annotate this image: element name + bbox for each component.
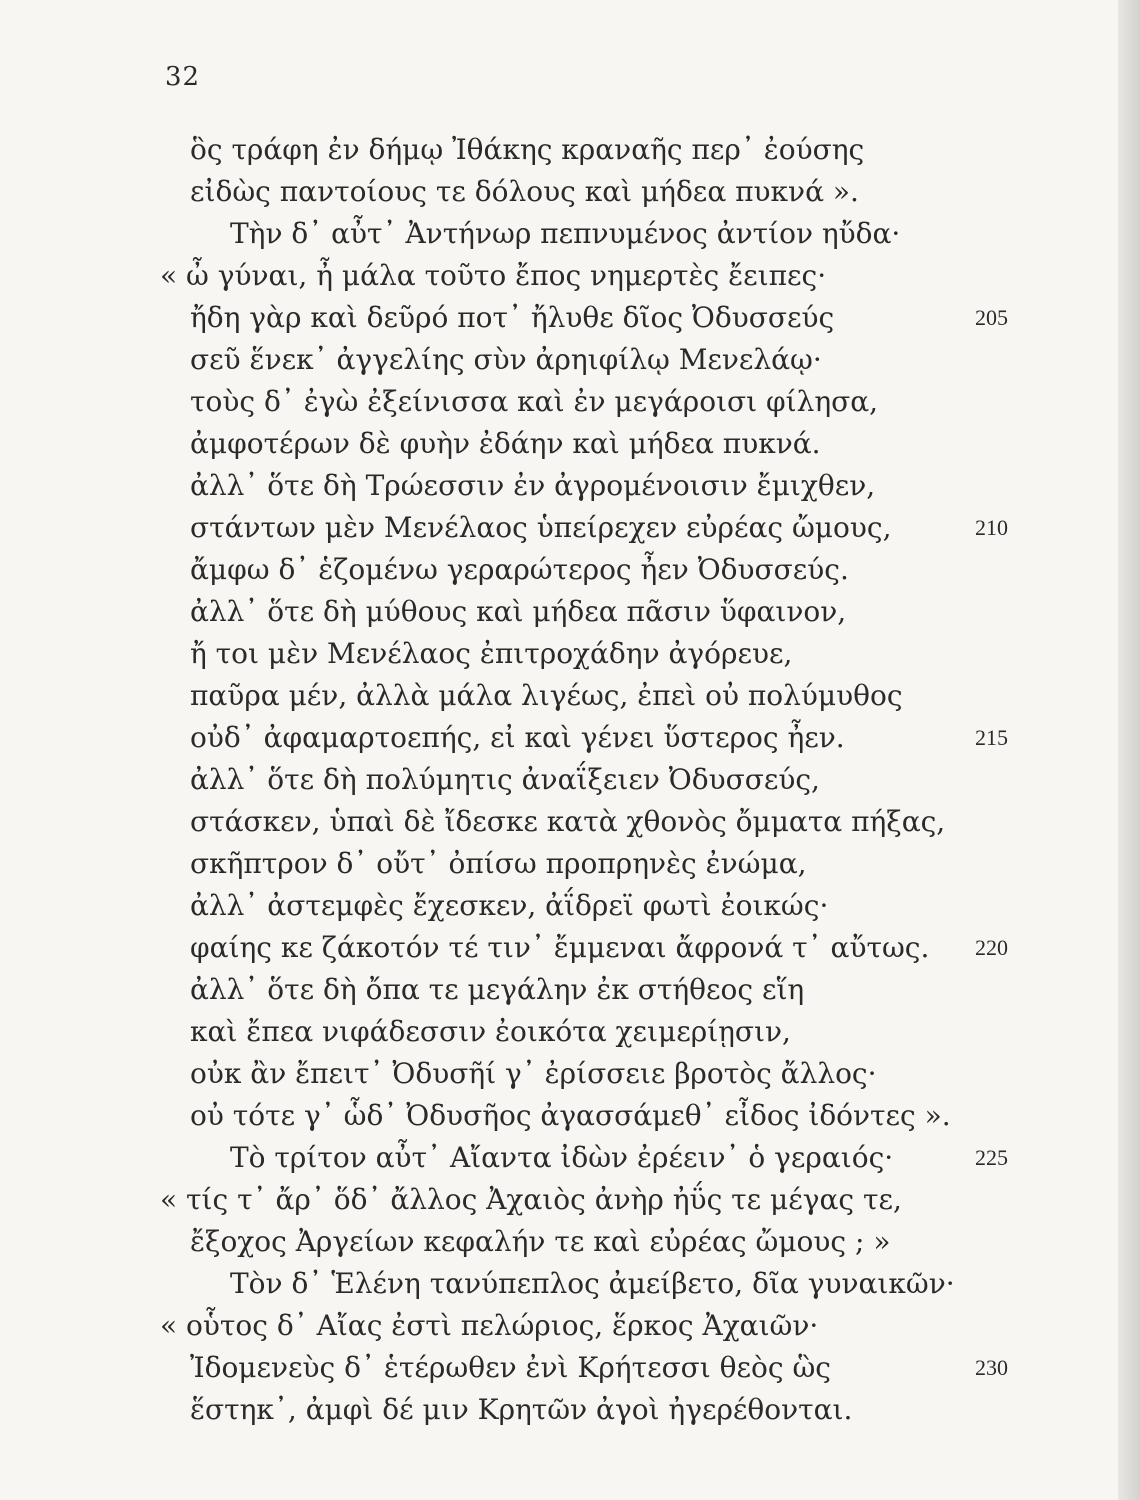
verse-text: οὐκ ἂν ἔπειτ᾽ Ὀδυσῆί γ᾽ ἐρίσσειε βροτὸς ἄλλος· <box>190 1057 877 1090</box>
verse-text: ἤδη γὰρ καὶ δεῦρό ποτ᾽ ἤλυθε δῖος Ὀδυσσεύς <box>190 301 835 334</box>
verse-text: « ὦ γύναι, ἦ μάλα τοῦτο ἔπος νημερτὲς ἔειπες· <box>160 259 827 292</box>
verse-text: ἀλλ᾽ ὅτε δὴ πολύμητις ἀναΐξειεν Ὀδυσσεύς, <box>190 763 820 796</box>
verse-line <box>0 382 1140 422</box>
verse-line <box>0 718 1140 758</box>
verse-line <box>0 928 1140 968</box>
verse-line <box>0 424 1140 464</box>
verse-line <box>0 256 1140 296</box>
verse-text: ἀλλ᾽ ὅτε δὴ ὄπα τε μεγάλην ἐκ στήθεος εἵη <box>190 973 805 1006</box>
verse-line <box>0 508 1140 548</box>
verse-line <box>0 634 1140 674</box>
verse-line <box>0 550 1140 590</box>
verse-text: καὶ ἔπεα νιφάδεσσιν ἐοικότα χειμερίῃσιν, <box>190 1015 791 1048</box>
verse-text: ἀλλ᾽ ὅτε δὴ Τρώεσσιν ἐν ἀγρομένοισιν ἔμιχθεν, <box>190 469 876 502</box>
verse-text: σεῦ ἕνεκ᾽ ἀγγελίης σὺν ἀρηιφίλῳ Μενελάῳ· <box>190 343 822 376</box>
verse-text: οὐδ᾽ ἀφαμαρτοεπής, εἰ καὶ γένει ὕστερος ἦεν. <box>190 721 845 754</box>
verse-text: σκῆπτρον δ᾽ οὔτ᾽ ὀπίσω προπρηνὲς ἐνώμα, <box>190 847 807 880</box>
line-number: 210 <box>975 515 1008 540</box>
verse-line <box>0 1222 1140 1262</box>
verse-line <box>0 802 1140 842</box>
verse-line <box>0 592 1140 632</box>
verse-text: Τὸν δ᾽ Ἑλένη τανύπεπλος ἀμείβετο, δῖα γυναικῶν· <box>230 1267 955 1300</box>
line-number: 215 <box>975 725 1008 750</box>
verse-line <box>0 1348 1140 1388</box>
verse-text: Τὴν δ᾽ αὖτ᾽ Ἀντήνωρ πεπνυμένος ἀντίον ηὔδα· <box>230 217 901 250</box>
verse-line <box>0 1138 1140 1178</box>
verse-text: Τὸ τρίτον αὖτ᾽ Αἴαντα ἰδὼν ἐρέειν᾽ ὁ γεραιός· <box>230 1141 894 1174</box>
page-number: 32 <box>165 62 201 92</box>
verse-line <box>0 1012 1140 1052</box>
verse-text: ἀλλ᾽ ἀστεμφὲς ἔχεσκεν, ἀΐδρεϊ φωτὶ ἐοικώς· <box>190 889 829 922</box>
verse-text: ἤ τοι μὲν Μενέλαος ἐπιτροχάδην ἀγόρευε, <box>190 637 793 670</box>
verse-line <box>0 1390 1140 1430</box>
verse-line <box>0 676 1140 716</box>
verse-text: ἔξοχος Ἀργείων κεφαλήν τε καὶ εὐρέας ὤμους ; » <box>190 1225 891 1258</box>
verse-line <box>0 970 1140 1010</box>
verse-text: οὐ τότε γ᾽ ὧδ᾽ Ὀδυσῆος ἀγασσάμεθ᾽ εἶδος ἰδόντες ». <box>190 1099 951 1132</box>
verse-line <box>0 1306 1140 1346</box>
verse-text: τοὺς δ᾽ ἐγὼ ἐξείνισσα καὶ ἐν μεγάροισι φίλησα, <box>190 385 879 418</box>
verse-line <box>0 214 1140 254</box>
verse-text: εἰδὼς παντοίους τε δόλους καὶ μήδεα πυκνά ». <box>190 175 859 208</box>
verse-line <box>0 340 1140 380</box>
verse-text: φαίης κε ζάκοτόν τέ τιν᾽ ἔμμεναι ἄφρονά τ᾽ αὔτως. <box>190 931 930 964</box>
verse-text: « οὗτος δ᾽ Αἴας ἐστὶ πελώριος, ἕρκος Ἀχαιῶν· <box>160 1309 819 1342</box>
verse-text: παῦρα μέν, ἀλλὰ μάλα λιγέως, ἐπεὶ οὐ πολύμυθος <box>190 679 903 712</box>
verse-line <box>0 172 1140 212</box>
verse-line <box>0 760 1140 800</box>
verse-line <box>0 1054 1140 1094</box>
verse-line <box>0 844 1140 884</box>
verse-text: ἄμφω δ᾽ ἑζομένω γεραρώτερος ἦεν Ὀδυσσεύς. <box>190 553 849 586</box>
line-number: 230 <box>975 1355 1008 1380</box>
line-number: 205 <box>975 305 1008 330</box>
line-number: 220 <box>975 935 1008 960</box>
line-number: 225 <box>975 1145 1008 1170</box>
verse-text: ἀλλ᾽ ὅτε δὴ μύθους καὶ μήδεα πᾶσιν ὕφαινον, <box>190 595 847 628</box>
verse-line <box>0 1096 1140 1136</box>
page-edge <box>1118 0 1140 1500</box>
verse-line <box>0 466 1140 506</box>
verse-text: ἕστηκ᾽, ἀμφὶ δέ μιν Κρητῶν ἀγοὶ ἠγερέθονται. <box>190 1393 853 1426</box>
verse-line <box>0 1264 1140 1304</box>
verse-text: ὃς τράφη ἐν δήμῳ Ἰθάκης κραναῆς περ᾽ ἐούσης <box>190 133 865 166</box>
verse-text: Ἰδομενεὺς δ᾽ ἑτέρωθεν ἐνὶ Κρήτεσσι θεὸς ὣς <box>190 1351 831 1384</box>
verse-text: στάσκεν, ὑπαὶ δὲ ἴδεσκε κατὰ χθονὸς ὄμματα πήξας, <box>190 805 946 838</box>
verse-text: ἀμφοτέρων δὲ φυὴν ἐδάην καὶ μήδεα πυκνά. <box>190 427 821 460</box>
verse-line <box>0 130 1140 170</box>
verse-text: « τίς τ᾽ ἄρ᾽ ὅδ᾽ ἄλλος Ἀχαιὸς ἀνὴρ ἠΰς τε μέγας τε, <box>160 1183 902 1216</box>
verse-line <box>0 886 1140 926</box>
verse-line <box>0 1180 1140 1220</box>
verse-line <box>0 298 1140 338</box>
verse-text: στάντων μὲν Μενέλαος ὑπείρεχεν εὐρέας ὤμους, <box>190 511 892 544</box>
